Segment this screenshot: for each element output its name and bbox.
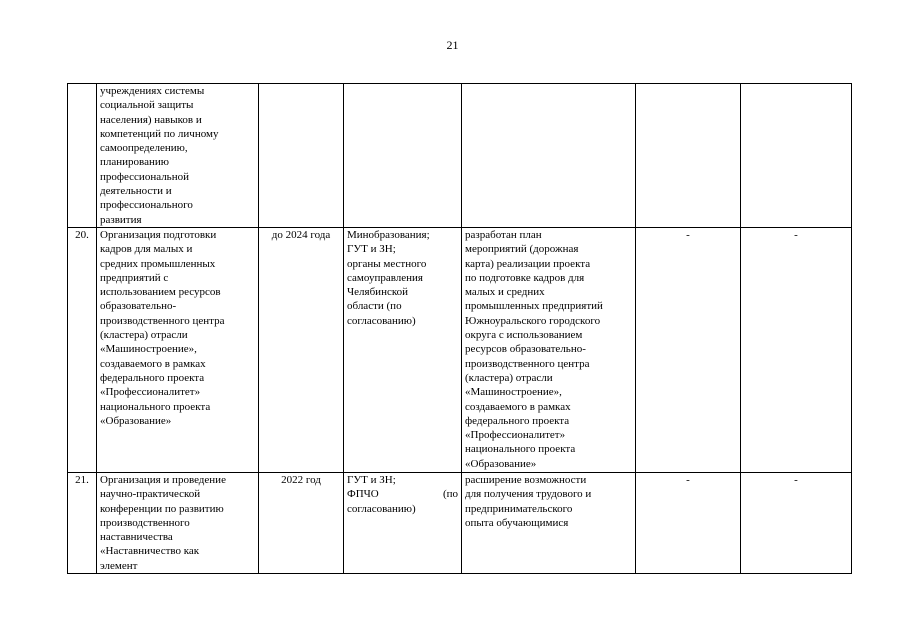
result-cell: разработан план мероприятий (дорожная карта) реализации проекта по подготовке кадров для малых и средних промышленных предприятий Южноуральского городского округа с использованием ресурсов образовательно- производственного центра (кластера) отрасли «Машиностроение», создаваемого в рамках федерального проекта «Профессионалитет» национального проекта «Образование» xyxy=(462,228,636,473)
responsible-line xyxy=(347,487,458,501)
term-cell: до 2024 года xyxy=(259,228,344,473)
column-7-cell xyxy=(741,84,852,228)
term-cell: 2022 год xyxy=(259,473,344,574)
activity-cell: учреждениях системы социальной защиты населения) навыков и компетенций по личному самоопределению, планированию профессиональной деятельности и профессионального развития xyxy=(97,84,259,228)
column-7-cell: - xyxy=(741,473,852,574)
page-number: 21 xyxy=(446,38,459,52)
column-6-cell: - xyxy=(636,228,741,473)
responsible-line: согласованию) xyxy=(347,502,416,515)
column-6-cell xyxy=(636,84,741,228)
result-cell: расширение возможности для получения трудового и предпринимательского опыта обучающимися xyxy=(462,473,636,574)
activity-cell: Организация и проведение научно-практической конференции по развитию производственного наставничества «Наставничество как элемент xyxy=(97,473,259,574)
row-number-cell: 20. xyxy=(68,228,97,473)
column-6-cell: - xyxy=(636,473,741,574)
row-number-cell: 21. xyxy=(68,473,97,574)
row-number-cell xyxy=(68,84,97,228)
column-7-cell: - xyxy=(741,228,852,473)
table-row xyxy=(68,228,852,473)
responsible-cell: Минобразования; ГУТ и ЗН; органы местного самоуправления Челябинской области (по согласованию) xyxy=(344,228,462,473)
activity-cell: Организация подготовки кадров для малых и средних промышленных предприятий с использованием ресурсов образовательно- производственного центра (кластера) отрасли «Машиностроение», создаваемого в рамках федерального проекта «Профессионалитет» национального проекта «Образование» xyxy=(97,228,259,473)
responsible-line: ГУТ и ЗН; xyxy=(347,474,396,486)
responsible-note: (по xyxy=(442,488,458,501)
responsible-org: ФПЧО xyxy=(347,488,379,501)
term-cell xyxy=(259,84,344,228)
result-cell xyxy=(462,84,636,228)
table-row xyxy=(68,84,852,228)
table-row xyxy=(68,473,852,574)
responsible-cell xyxy=(344,84,462,228)
activities-table xyxy=(67,83,852,574)
responsible-cell xyxy=(344,473,462,574)
